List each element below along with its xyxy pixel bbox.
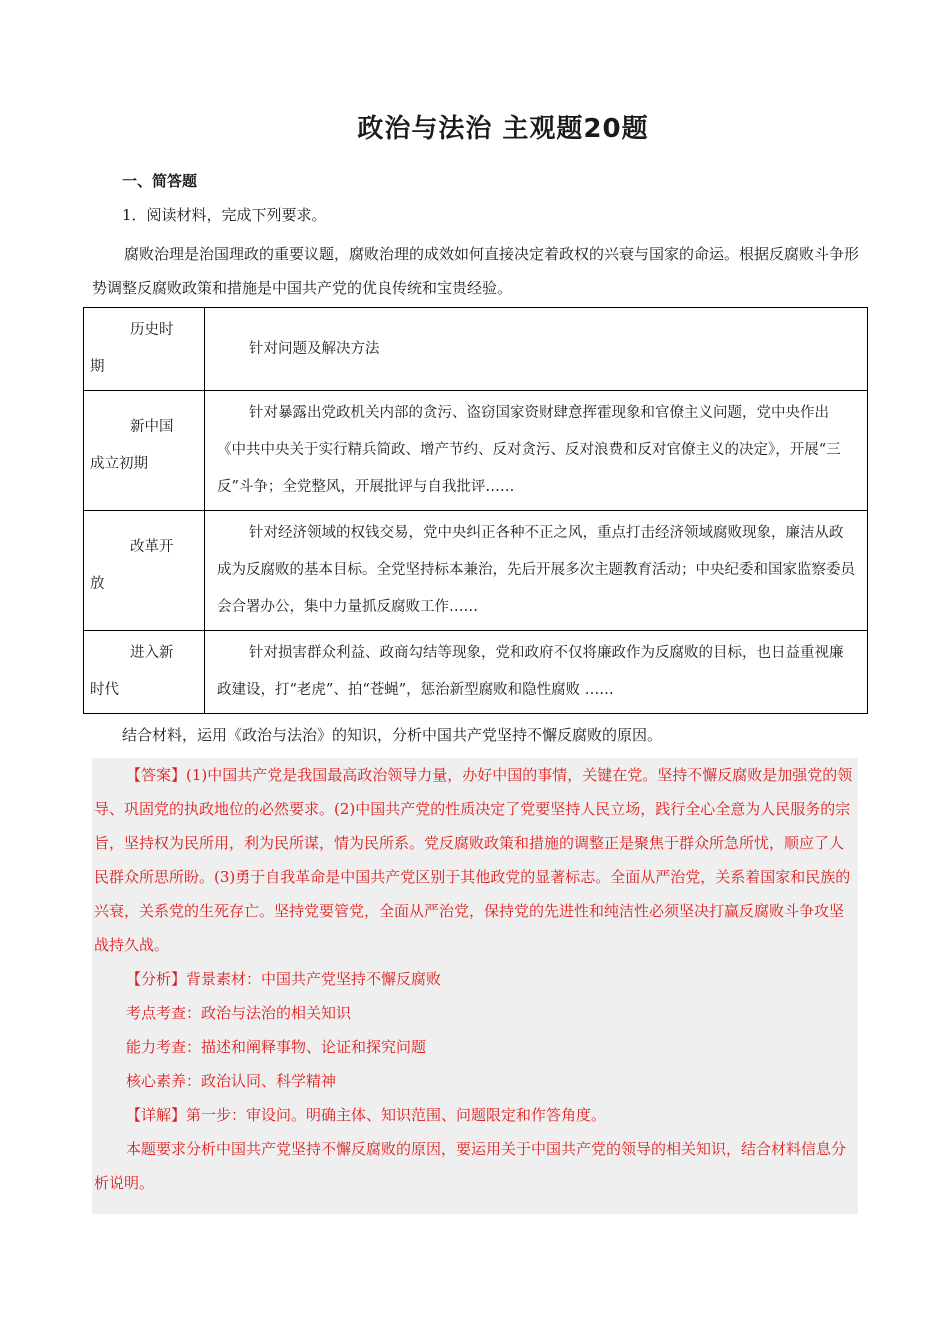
period-label: 期 — [90, 359, 105, 375]
period-label: 时代 — [90, 682, 119, 698]
detail-line — [92, 1098, 858, 1132]
content-cell: 针对问题及解决方法 — [205, 308, 868, 391]
period-cell — [84, 308, 205, 391]
answer-text: (1)中国共产党是我国最高政治领导力量，办好中国的事情，关键在党。坚持不懈反腐败是加强党的领导、巩固党的执政地位的必然要求。(2)中国共产党的性质决定了党要坚持人民立场，践行全心全意为人民服务的宗旨，坚持权为民所用，利为民所谋，情为民所系。党反腐败政策和措施的调整正是聚焦于群众所急所忧，顺应了人民群众所思所盼。(3)勇于自我革命是中国共产党区别于其他政党的显著标志。全面从严治党，关系着国家和民族的兴衰，关系党的生死存亡。坚持党要管党，全面从严治党，保持党的先进性和纯洁性必须坚决打赢反腐败斗争攻坚战持久战。 — [94, 766, 853, 954]
table-row — [84, 631, 868, 714]
detail-text: 第一步：审设问。明确主体、知识范围、问题限定和作答角度。 — [186, 1106, 607, 1124]
period-label: 新中国 — [130, 419, 174, 435]
content-cell: 针对暴露出党政机关内部的贪污、盗窃国家资财肆意挥霍现象和官僚主义问题，党中央作出《中共中央关于实行精兵简政、增产节约、反对贪污、反对浪费和反对官僚主义的决定》，开展“三反”斗争；全党整风，开展批评与自我批评…… — [205, 391, 868, 511]
section-heading: 一、简答题 — [122, 172, 198, 190]
table-row — [84, 391, 868, 511]
table-header-row — [84, 308, 868, 391]
period-cell — [84, 511, 205, 631]
period-cell — [84, 391, 205, 511]
analysis-text: 背景素材：中国共产党坚持不懈反腐败 — [186, 970, 442, 988]
detail-label: 【详解】 — [126, 1106, 187, 1124]
period-label: 历史时 — [130, 322, 174, 338]
period-label: 进入新 — [130, 645, 174, 661]
content-cell: 针对损害群众利益、政商勾结等现象，党和政府不仅将廉政作为反腐败的目标，也日益重视廉政建设，打“老虎”、拍“苍蝇”，惩治新型腐败和隐性腐败 …… — [205, 631, 868, 714]
answer-block — [92, 758, 858, 1214]
answer-paragraph — [92, 758, 858, 962]
content-cell: 针对经济领域的权钱交易，党中央纠正各种不正之风，重点打击经济领域腐败现象，廉洁从政成为反腐败的基本目标。全党坚持标本兼治，先后开展多次主题教育活动；中央纪委和国家监察委员会合署办公，集中力量抓反腐败工作…… — [205, 511, 868, 631]
kaodian-line: 考点考查：政治与法治的相关知识 — [126, 1004, 352, 1022]
analysis-line — [92, 962, 858, 996]
period-label: 改革开 — [130, 539, 174, 555]
period-label: 成立初期 — [90, 456, 148, 472]
table-row — [84, 511, 868, 631]
analysis-label: 【分析】 — [126, 970, 187, 988]
material-table — [83, 307, 868, 714]
period-cell — [84, 631, 205, 714]
question-intro: 1．阅读材料，完成下列要求。 — [122, 206, 327, 224]
material-paragraph: 腐败治理是治国理政的重要议题，腐败治理的成效如何直接决定着政权的兴衰与国家的命运。根据反腐败斗争形势调整反腐败政策和措施是中国共产党的优良传统和宝贵经验。 — [92, 245, 860, 297]
nengli-line: 能力考查：描述和阐释事物、论证和探究问题 — [126, 1038, 427, 1056]
question-prompt: 结合材料，运用《政治与法治》的知识，分析中国共产党坚持不懈反腐败的原因。 — [122, 726, 663, 744]
detail-paragraph: 本题要求分析中国共产党坚持不懈反腐败的原因，要运用关于中国共产党的领导的相关知识，结合材料信息分析说明。 — [94, 1140, 847, 1192]
document-title: 政治与法治 主观题20题 — [357, 114, 649, 144]
suyang-line: 核心素养：政治认同、科学精神 — [126, 1072, 337, 1090]
period-label: 放 — [90, 576, 105, 592]
answer-label: 【答案】 — [126, 766, 187, 784]
